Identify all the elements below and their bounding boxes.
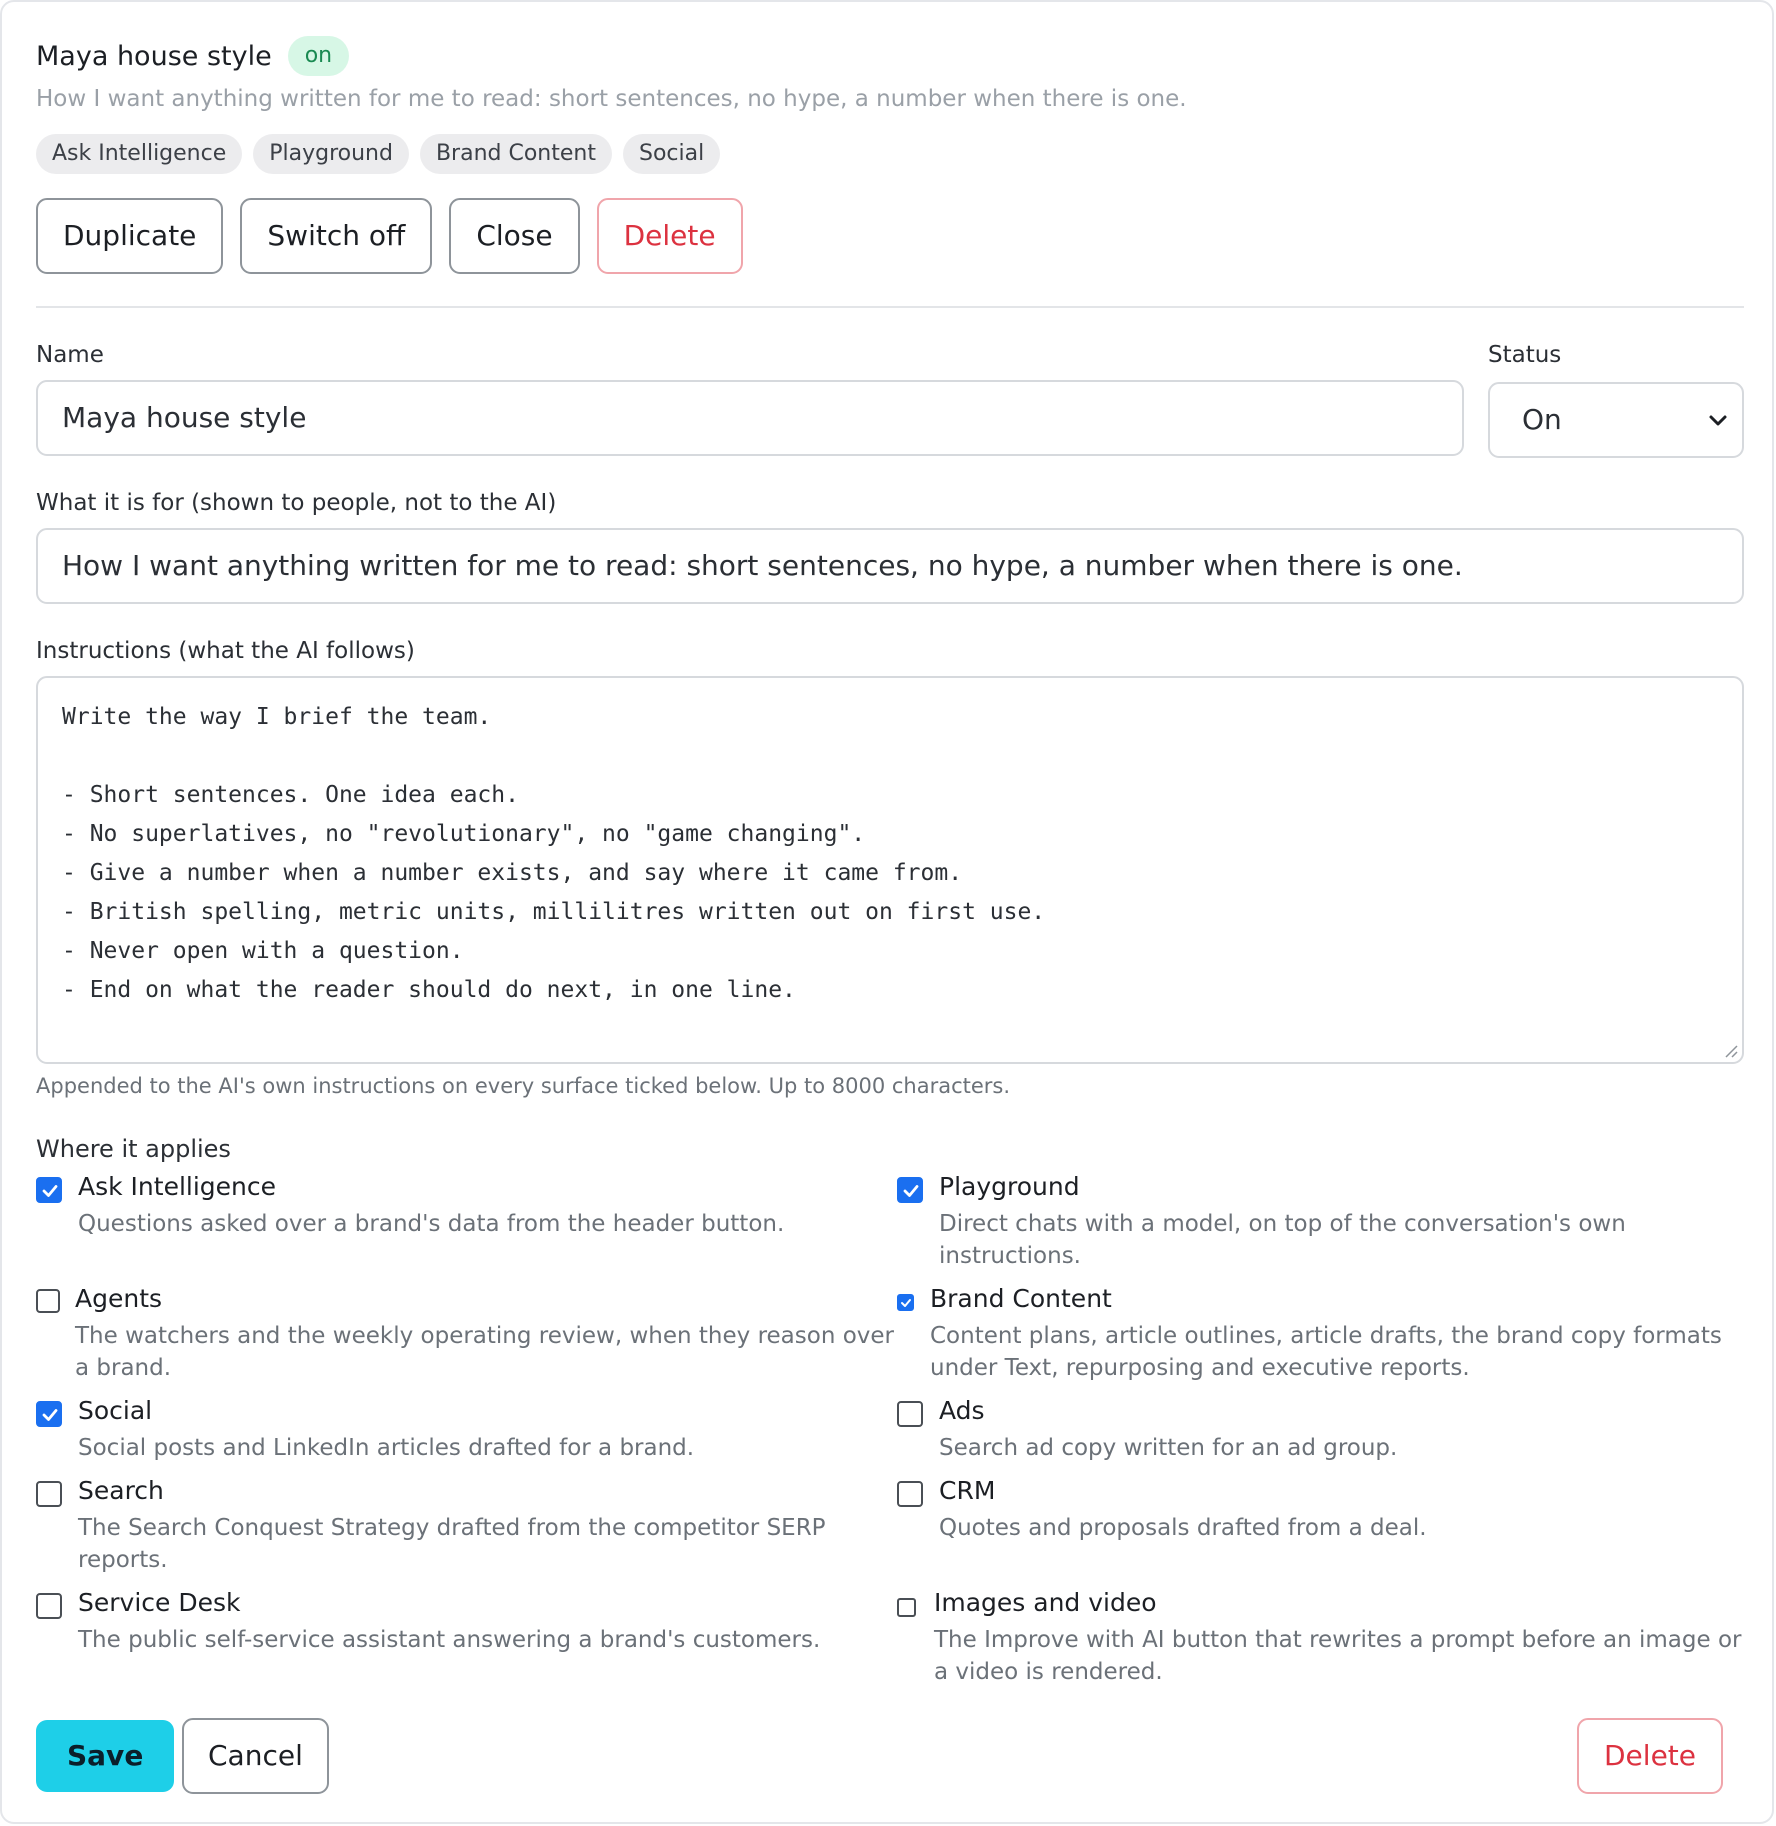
scope-name: Social [78,1396,153,1425]
scope-name: Images and video [934,1588,1157,1617]
scope-description: Social posts and LinkedIn articles drafted for a brand. [78,1435,695,1461]
divider [36,306,1744,308]
switch-off-button[interactable]: Switch off [240,198,432,274]
close-button[interactable]: Close [449,198,579,274]
scope-name: Agents [75,1284,163,1313]
scope-description: The public self-service assistant answering a brand's customers. [78,1627,821,1653]
scope-description: Content plans, article outlines, article drafts, the brand copy formats under Text, repurposing and executive reports. [930,1323,1722,1381]
purpose-input[interactable]: How I want anything written for me to read: short sentences, no hype, a number when there is one. [36,528,1744,604]
scope-label: Where it applies [36,1135,231,1163]
surface-tag: Brand Content [420,134,612,174]
duplicate-button[interactable]: Duplicate [36,198,223,274]
header-actions [36,198,743,274]
checkbox-unchecked[interactable] [36,1481,62,1507]
scope-name: Brand Content [930,1284,1112,1313]
status-badge: on [288,36,349,76]
checkbox-checked[interactable] [897,1177,923,1203]
surface-tag: Ask Intelligence [36,134,242,174]
scope-name: Service Desk [78,1588,241,1617]
surface-tags [36,134,720,174]
scope-name: Search [78,1476,164,1505]
scope-description: Direct chats with a model, on top of the conversation's own instructions. [939,1211,1626,1269]
surface-tag: Playground [253,134,409,174]
surface-tag: Social [623,134,720,174]
checkbox-checked[interactable] [897,1294,914,1311]
instructions-textarea[interactable] [36,676,1744,1064]
status-label: Status [1488,342,1562,368]
instructions-text: Write the way I brief the team. - Short sentences. One idea each. - No superlatives, no "revolutionary", no "game changing". - Give a number when a number exists, and say where it came from. - British spelling, metric units, millilitres written out on first use. - Never open with a question. - End on what the reader should do next, in one line. [62,704,1046,1003]
scope-description: The Search Conquest Strategy drafted from the competitor SERP reports. [78,1515,826,1573]
checkbox-checked[interactable] [36,1177,62,1203]
instructions-label: Instructions (what the AI follows) [36,638,415,664]
name-input[interactable]: Maya house style [36,380,1464,456]
scope-name: Ads [939,1396,985,1425]
instructions-help-text: Appended to the AI's own instructions on every surface ticked below. Up to 8000 characters. [36,1074,1011,1098]
checkbox-unchecked[interactable] [897,1481,923,1507]
checkbox-unchecked[interactable] [897,1401,923,1427]
purpose-label: What it is for (shown to people, not to the AI) [36,490,557,516]
page-title: Maya house style [36,40,272,72]
status-select-value: On [1522,403,1562,436]
header-title-row [36,36,349,76]
scope-name: Ask Intelligence [78,1172,277,1201]
scope-description: The Improve with AI button that rewrites a prompt before an image or a video is rendered. [934,1627,1742,1685]
check-icon [41,1406,59,1424]
scope-name: Playground [939,1172,1080,1201]
checkbox-unchecked[interactable] [36,1593,62,1619]
status-select[interactable] [1488,382,1744,458]
checkbox-unchecked[interactable] [897,1598,916,1617]
delete-button-bottom[interactable]: Delete [1577,1718,1723,1794]
scope-description: Questions asked over a brand's data from the header button. [78,1211,785,1237]
scope-description: Search ad copy written for an ad group. [939,1435,1398,1461]
check-icon [902,1182,920,1200]
name-label: Name [36,342,104,368]
checkbox-checked[interactable] [36,1401,62,1427]
cancel-button[interactable]: Cancel [182,1718,329,1794]
scope-name: CRM [939,1476,996,1505]
save-button[interactable]: Save [36,1720,174,1792]
resize-handle-icon[interactable] [1722,1042,1738,1058]
checkbox-unchecked[interactable] [36,1289,60,1313]
check-icon [900,1297,912,1309]
scope-description: The watchers and the weekly operating review, when they reason over a brand. [75,1323,894,1381]
page-subtitle: How I want anything written for me to read: short sentences, no hype, a number when there is one. [36,86,1187,112]
check-icon [41,1182,59,1200]
scope-description: Quotes and proposals drafted from a deal. [939,1515,1427,1541]
delete-button[interactable]: Delete [597,198,743,274]
chevron-down-icon [1708,410,1728,430]
